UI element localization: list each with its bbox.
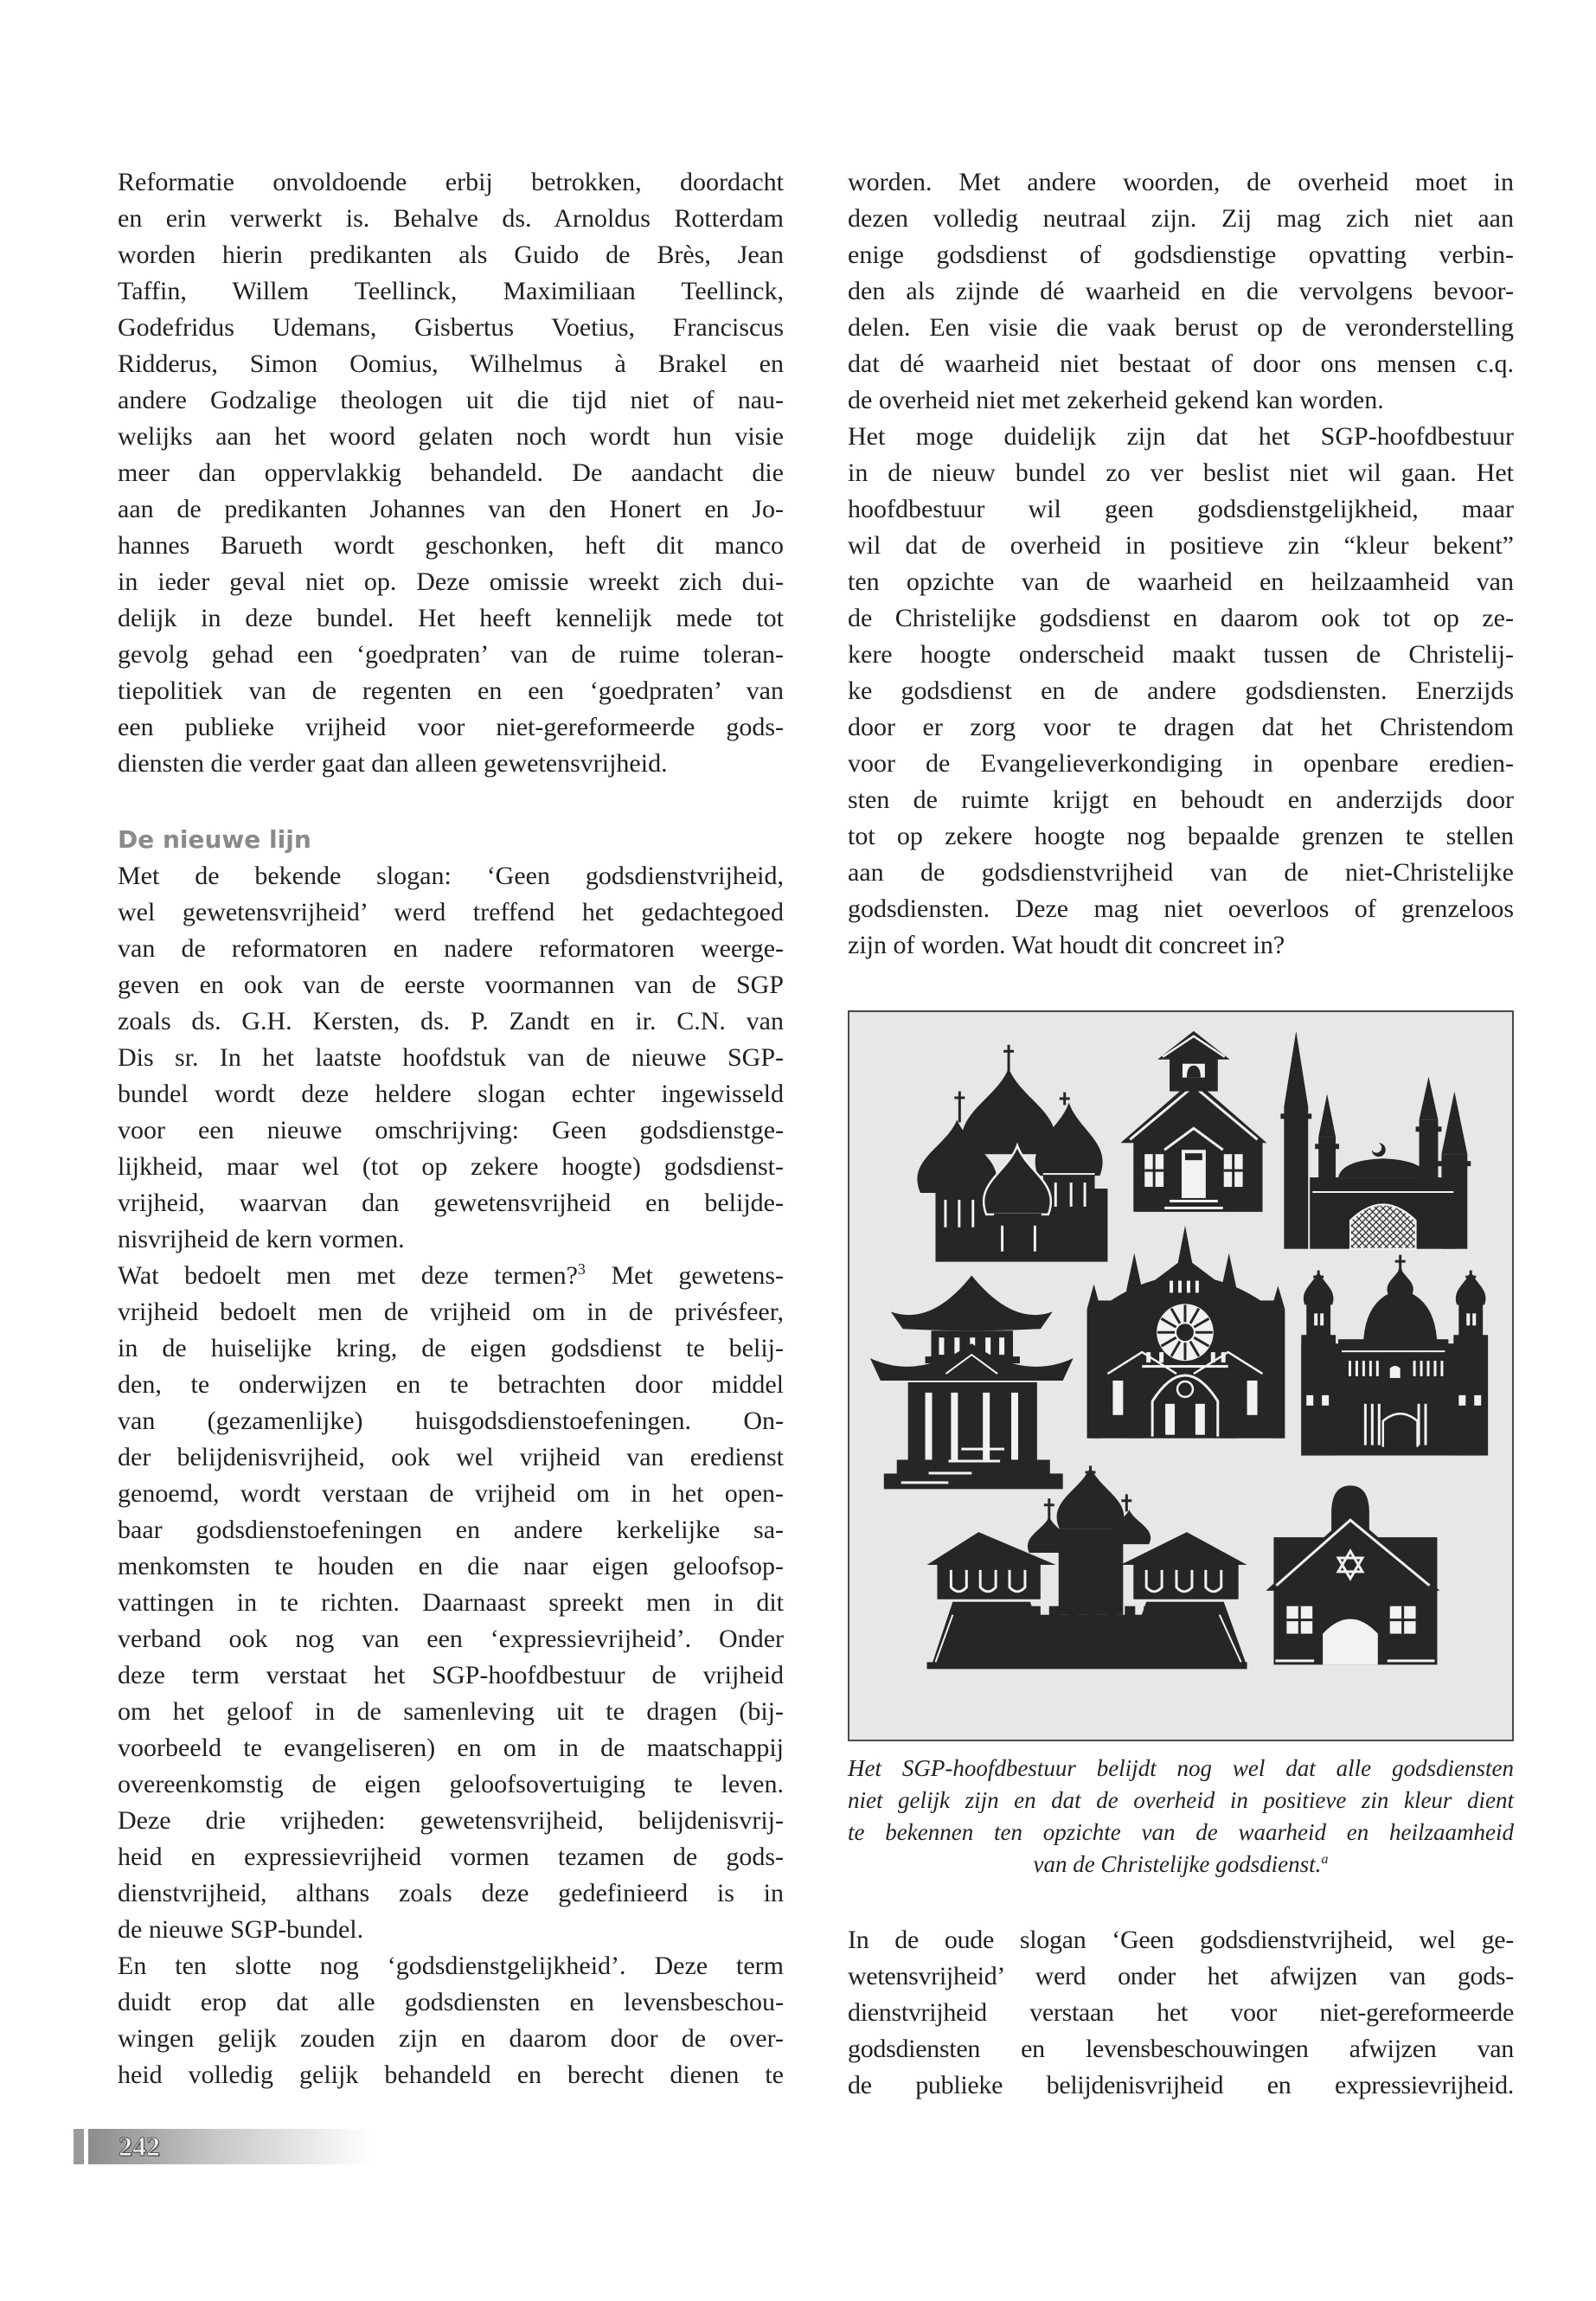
crenellation [1068,1606,1079,1617]
window [1322,1395,1329,1406]
text-line: en erin verwerkt is. Behalve ds. Arnoldus Rotterdam [118,204,784,233]
arcade [1178,1281,1182,1293]
door-transom [1185,1153,1202,1160]
pinnacle [1087,1309,1101,1438]
text-line: den als zijnde dé waarheid en die vervolgens bevoor- [848,277,1514,305]
arcade [1195,1281,1199,1293]
cross [1125,1494,1128,1511]
shape [1026,1615,1155,1667]
column [1427,1361,1430,1376]
pinnacle [1126,1289,1142,1438]
crenellation [1030,1606,1041,1617]
footer-bar-accent [74,2129,84,2164]
cross [958,1092,961,1123]
text-line: de nieuwe SGP-bundel. [118,1915,364,1944]
crenellation [1125,1606,1135,1617]
cross [1008,1045,1010,1071]
minaret-spire [1441,1092,1467,1155]
text-line: vattingen in te richten. Daarnaast spreekt men in dit [118,1588,784,1617]
slot [939,1337,944,1355]
text-line: enige godsdienst of godsdienstige opvatting verbin- [848,240,1514,269]
cornice [1043,1173,1095,1175]
text-line: genoemd, wordt verstaan de vrijheid om in het open- [118,1479,784,1508]
minaret [1284,1106,1308,1248]
shape [870,1343,1074,1381]
text-line: wingen gelijk zouden zijn en daarom door de over- [118,2024,784,2053]
domed-church [1301,1255,1488,1456]
window [1195,1404,1205,1435]
minaret-balcony [1438,1161,1471,1166]
arcade [1159,1352,1163,1362]
text-line: nisvrijheid de kern vormen. [118,1225,405,1253]
text-line: baar godsdienstoefeningen en andere kerkelijke sa- [118,1516,784,1544]
footnote-marker: a [1321,1851,1329,1867]
shape [1176,1226,1194,1271]
text-line: diensten die verder gaat dan alleen gewetensvrijheid. [118,749,668,778]
pinnacle-spire [1087,1285,1101,1310]
window-mullion [1144,1170,1163,1172]
column [1376,1361,1379,1376]
text-line: Deze drie vrijheden: gewetensvrijheid, belijdenisvrij- [118,1806,784,1835]
slot [999,1337,1004,1355]
minaret-balcony [1416,1126,1442,1131]
base-line [1388,1659,1435,1662]
cornice [1342,1350,1445,1352]
crenellation [1106,1606,1116,1617]
text-line: dezen volledig neutraal zijn. Zij mag zich niet aan [848,204,1514,233]
text-line: om het geloof in de samenleving uit te dragen (bij- [118,1697,784,1726]
slot [985,1337,990,1355]
pinnacle-spire [1271,1285,1285,1309]
column-gap [926,1393,933,1460]
column [1070,1183,1073,1207]
text-line: aan de predikanten Johannes van den Honert en Jo- [118,495,784,523]
text-line: meer dan oppervlakkig behandeld. De aandacht die [118,458,784,487]
text-line: zoals ds. G.H. Kersten, ds. P. Zandt en ir. C.N. van [118,1007,784,1035]
shape [1338,1158,1427,1177]
text-line: Ridderus, Simon Oomius, Wilhelmus à Brakel en [118,349,784,378]
text-line: overeenkomstig de eigen geloofsovertuiging te leven. [118,1770,784,1798]
kremlin [927,1466,1247,1670]
window [1320,1313,1324,1325]
cross [1395,1260,1406,1263]
column [1433,1361,1436,1376]
text-line: verband ook nog van een ‘expressievrijheid’. Onder [118,1625,784,1653]
text-line: van de reformatoren en nadere reformatoren weerge- [118,934,784,963]
text-line: zijn of worden. Wat houdt dit concreet in? [848,931,1285,959]
minaret-spire [1284,1031,1308,1107]
text-line: den, te onderwijzen en te betrachten door middel [118,1370,784,1399]
text-line: kere hoogte onderscheid maakt tussen de Christelij- [848,640,1514,669]
crenellation [1144,1606,1154,1617]
column [1356,1361,1358,1376]
text-line: Met de bekende slogan: ‘Geen godsdienstvrijheid, [118,862,784,890]
text-line: aan de godsdienstvrijheid van de niet-Christelijke [848,858,1514,887]
step [1170,1200,1218,1202]
window [1247,1381,1258,1415]
text-line: voorbeeld te evangeliseren) en om in de maatschappij [118,1734,784,1762]
crenellation [1087,1606,1098,1617]
minaret-spire [1420,1077,1439,1120]
column [958,1200,960,1227]
column [1371,1404,1374,1445]
text-line: hoofdbestuur wil geen godsdienstgelijkheid, maar [848,495,1514,523]
pinnacle [1221,1289,1237,1438]
column [1425,1404,1427,1445]
shape [891,1276,1053,1331]
text-line: tot op zekere hoogte nog bepaalde grenzen te stellen [848,822,1514,850]
text-line [118,1258,784,1294]
caption-line: Het SGP-hoofdbestuur belijdt nog wel dat alle godsdiensten [848,1755,1514,1781]
page-number: 242 [119,2131,160,2162]
window [1165,1404,1175,1435]
cross [1313,1276,1324,1279]
text-line: duidt erop dat alle godsdiensten en levensbeschou- [118,1988,784,2016]
text-line: welijks aan het woord gelaten noch wordt hun visie [118,422,784,451]
column [1369,1361,1372,1376]
text-line: der belijdenisvrijheid, ook wel vrijheid van eredienst [118,1443,784,1471]
cross [1060,1098,1070,1100]
text-line: hannes Barueth wordt geschonken, heft dit manco [118,531,784,560]
caption-line: te bekennen ten opzichte van de waarheid en heilzaamheid [848,1819,1514,1845]
cross [1048,1498,1050,1520]
window [1474,1395,1481,1406]
shape [1331,1485,1369,1513]
column [1001,1226,1003,1252]
column-gap [951,1393,958,1460]
text-line: sten de ruimte krijgt en behoudt en anderzijds door [848,785,1514,814]
gothic-cathedral [1087,1226,1285,1439]
text-line: van (gezamenlijke) huisgodsdienstoefeningen. On- [118,1407,784,1435]
text-line: heid en expressievrijheid vormen tezamen de gods- [118,1843,784,1871]
minaret-spire [1318,1094,1336,1138]
text-line: de publieke belijdenisvrijheid en expressievrijheid. [848,2071,1514,2099]
minaret [1441,1154,1467,1248]
text-line: wil dat de overheid in positieve zin “kleur bekent” [848,531,1514,560]
shape [1363,1289,1438,1346]
column [1378,1404,1381,1445]
line-text: Met gewetens- [585,1261,785,1290]
section-heading: De nieuwe lijn [118,825,311,854]
cross [1086,1471,1096,1473]
text-line: andere Godzalige theologen uit die tijd niet of nau- [118,386,784,414]
text-line: gevolg gehad een ‘goedpraten’ van de ruime toleran- [118,640,784,669]
text-line: de overheid niet met zekerheid gekend kan worden. [848,386,1384,414]
text-line: in de huiselijke kring, de eigen godsdienst te belij- [118,1334,784,1362]
minaret-balcony [1315,1144,1339,1149]
tower-drum [1306,1300,1330,1339]
window [1112,1381,1123,1415]
figure-caption [848,1753,1514,1881]
minaret [1318,1137,1336,1180]
pagoda [870,1276,1074,1490]
text-line: deze term verstaat het SGP-hoofdbestuur de vrijheid [118,1661,784,1689]
text-line: menkomsten te houden en die naar eigen geloofsop- [118,1552,784,1580]
text-line: In de oude slogan ‘Geen godsdienstvrijheid, wel ge- [848,1926,1514,1954]
text-line: Taffin, Willem Teellinck, Maximiliaan Teellinck, [118,277,784,305]
text-line: door er zorg voor te dragen dat het Christendom [848,713,1514,741]
window-mullion [1224,1170,1243,1172]
text-line: godsdiensten en levensbeschouwingen afwijzen van [848,2035,1514,2063]
column [1420,1361,1423,1376]
text-line: ten opzichte van de waarheid en heilzaamheid van [848,567,1514,596]
column-gap [1011,1393,1018,1460]
text-line: geven en ook van de eerste voormannen van de SGP [118,971,784,999]
final-paragraph [848,1922,1514,2104]
shape [927,1662,1247,1669]
shape [1338,1339,1448,1348]
cross [1465,1276,1476,1279]
text-line: En ten slotte nog ‘godsdienstgelijkheid’. Deze term [118,1952,784,1980]
text-line: delijk in deze bundel. Het heeft kennelijk mede tot [118,604,784,632]
rose-window-center [1176,1324,1194,1341]
window [1306,1395,1313,1406]
shape [962,1068,1055,1155]
pinnacle [1271,1309,1285,1438]
column [1349,1361,1351,1376]
text-line: vrijheid bedoelt men de vrijheid om in de privésfeer, [118,1298,784,1326]
step [948,1460,1000,1463]
arcade [1187,1281,1190,1293]
text-line: een publieke vrijheid voor niet-gereformeerde gods- [118,713,784,741]
text-line: voor een nieuwe omschrijving: Geen godsdienstge- [118,1116,784,1144]
line-text: Wat bedoelt men met deze termen? [118,1261,578,1290]
window-mullion [1390,1618,1416,1621]
pinnacle-spire [1221,1253,1237,1290]
text-line: Het moge duidelijk zijn dat het SGP-hoofdbestuur [848,422,1514,451]
step [961,1448,1004,1451]
shape [1059,1529,1124,1615]
cross [1121,1499,1131,1502]
step [929,1471,972,1474]
caption-text: van de Christelijke godsdienst. [1033,1851,1322,1877]
column [1084,1183,1086,1207]
text-line: tiepolitiek van de regenten en een ‘goedpraten’ van [118,676,784,705]
text-line: worden. Met andere woorden, de overheid moet in [848,168,1514,196]
cross [1003,1050,1014,1053]
text-line: dienstvrijheid verstaan het voor niet-gereformeerde [848,1998,1514,2027]
caption-line [848,1849,1514,1881]
cross [1044,1503,1054,1506]
text-line: in de nieuw bundel zo ver beslist niet wil gaan. Het [848,458,1514,487]
text-line: dienstvrijheid, althans zoals deze gedefinieerd is in [118,1879,784,1907]
text-line: bundel wordt deze heldere slogan echter ingewisseld [118,1080,784,1108]
base-line [1275,1659,1314,1662]
mosque [1280,1031,1471,1249]
text-line: worden hierin predikanten als Guido de Brès, Jean [118,240,784,269]
column [1364,1404,1367,1445]
footnote-reference: 3 [577,1260,586,1278]
religious-buildings-illustration [848,1010,1514,1741]
window-mullion [1286,1618,1312,1621]
crenellation [1049,1606,1060,1617]
step [901,1481,949,1484]
tower-drum [1458,1300,1483,1339]
caption-line: niet gelijk zijn en dat de overheid in positieve zin kleur dient [848,1787,1514,1813]
cross [1089,1466,1092,1484]
window [1314,1313,1317,1325]
arcade [1170,1281,1173,1293]
text-line: ke godsdienst en de andere godsdiensten. Enerzijds [848,676,1514,705]
window [1472,1313,1476,1325]
text-line: Godefridus Udemans, Gisbertus Voetius, Franciscus [118,313,784,342]
shape [884,1473,1063,1489]
window [1466,1313,1470,1325]
text-line: Reformatie onvoldoende erbij betrokken, doordacht [118,168,784,196]
text-line: Dis sr. In het laatste hoofdstuk van de nieuwe SGP- [118,1043,784,1072]
column [1440,1361,1443,1376]
orthodox-church [917,1045,1107,1262]
column [1362,1361,1365,1376]
text-line: wel gewetensvrijheid’ werd treffend het gedachtegoed [118,898,784,926]
cornice [1312,1191,1453,1193]
buildings-silhouettes [849,1012,1512,1740]
window [1458,1395,1465,1406]
text-line: delen. Een visie die vaak berust op de veronderstelling [848,313,1514,342]
cross [954,1097,965,1099]
text-line: godsdiensten. Deze mag niet oeverloos of grenzeloos [848,894,1514,923]
column [971,1200,974,1227]
text-line: heid volledig gelijk behandeld en berecht dienen te [118,2061,784,2089]
niche [1390,1366,1401,1378]
page-footer [74,2129,376,2164]
cornice [1142,1365,1227,1368]
step [1164,1207,1223,1209]
column [1054,1183,1057,1207]
shape [1133,1565,1238,1599]
text-line: dat dé waarheid niet bestaat of door ons mensen c.q. [848,349,1514,378]
synagogue [1266,1485,1439,1664]
text-line: de Christelijke godsdienst en daarom ook tot op ze- [848,604,1514,632]
column [944,1200,946,1227]
minaret-balcony [1280,1113,1311,1118]
schoolhouse-church [1120,1031,1266,1212]
column [1034,1226,1036,1252]
text-line: in ieder geval niet op. Deze omissie wreekt zich dui- [118,567,784,596]
column [1413,1361,1416,1376]
text-line: wetensvrijheid’ werd onder het afwijzen van gods- [848,1962,1514,1990]
crescent-icon [1372,1143,1386,1157]
text-line: voor de Evangelieverkondiging in openbare eredien- [848,749,1514,778]
pinnacle-spire [1126,1253,1142,1290]
text-line: vrijheid, waarvan dan gewetensvrijheid en belijde- [118,1189,784,1217]
text-line: lijkheid, maar wel (tot op zekere hoogte) godsdienst- [118,1152,784,1181]
